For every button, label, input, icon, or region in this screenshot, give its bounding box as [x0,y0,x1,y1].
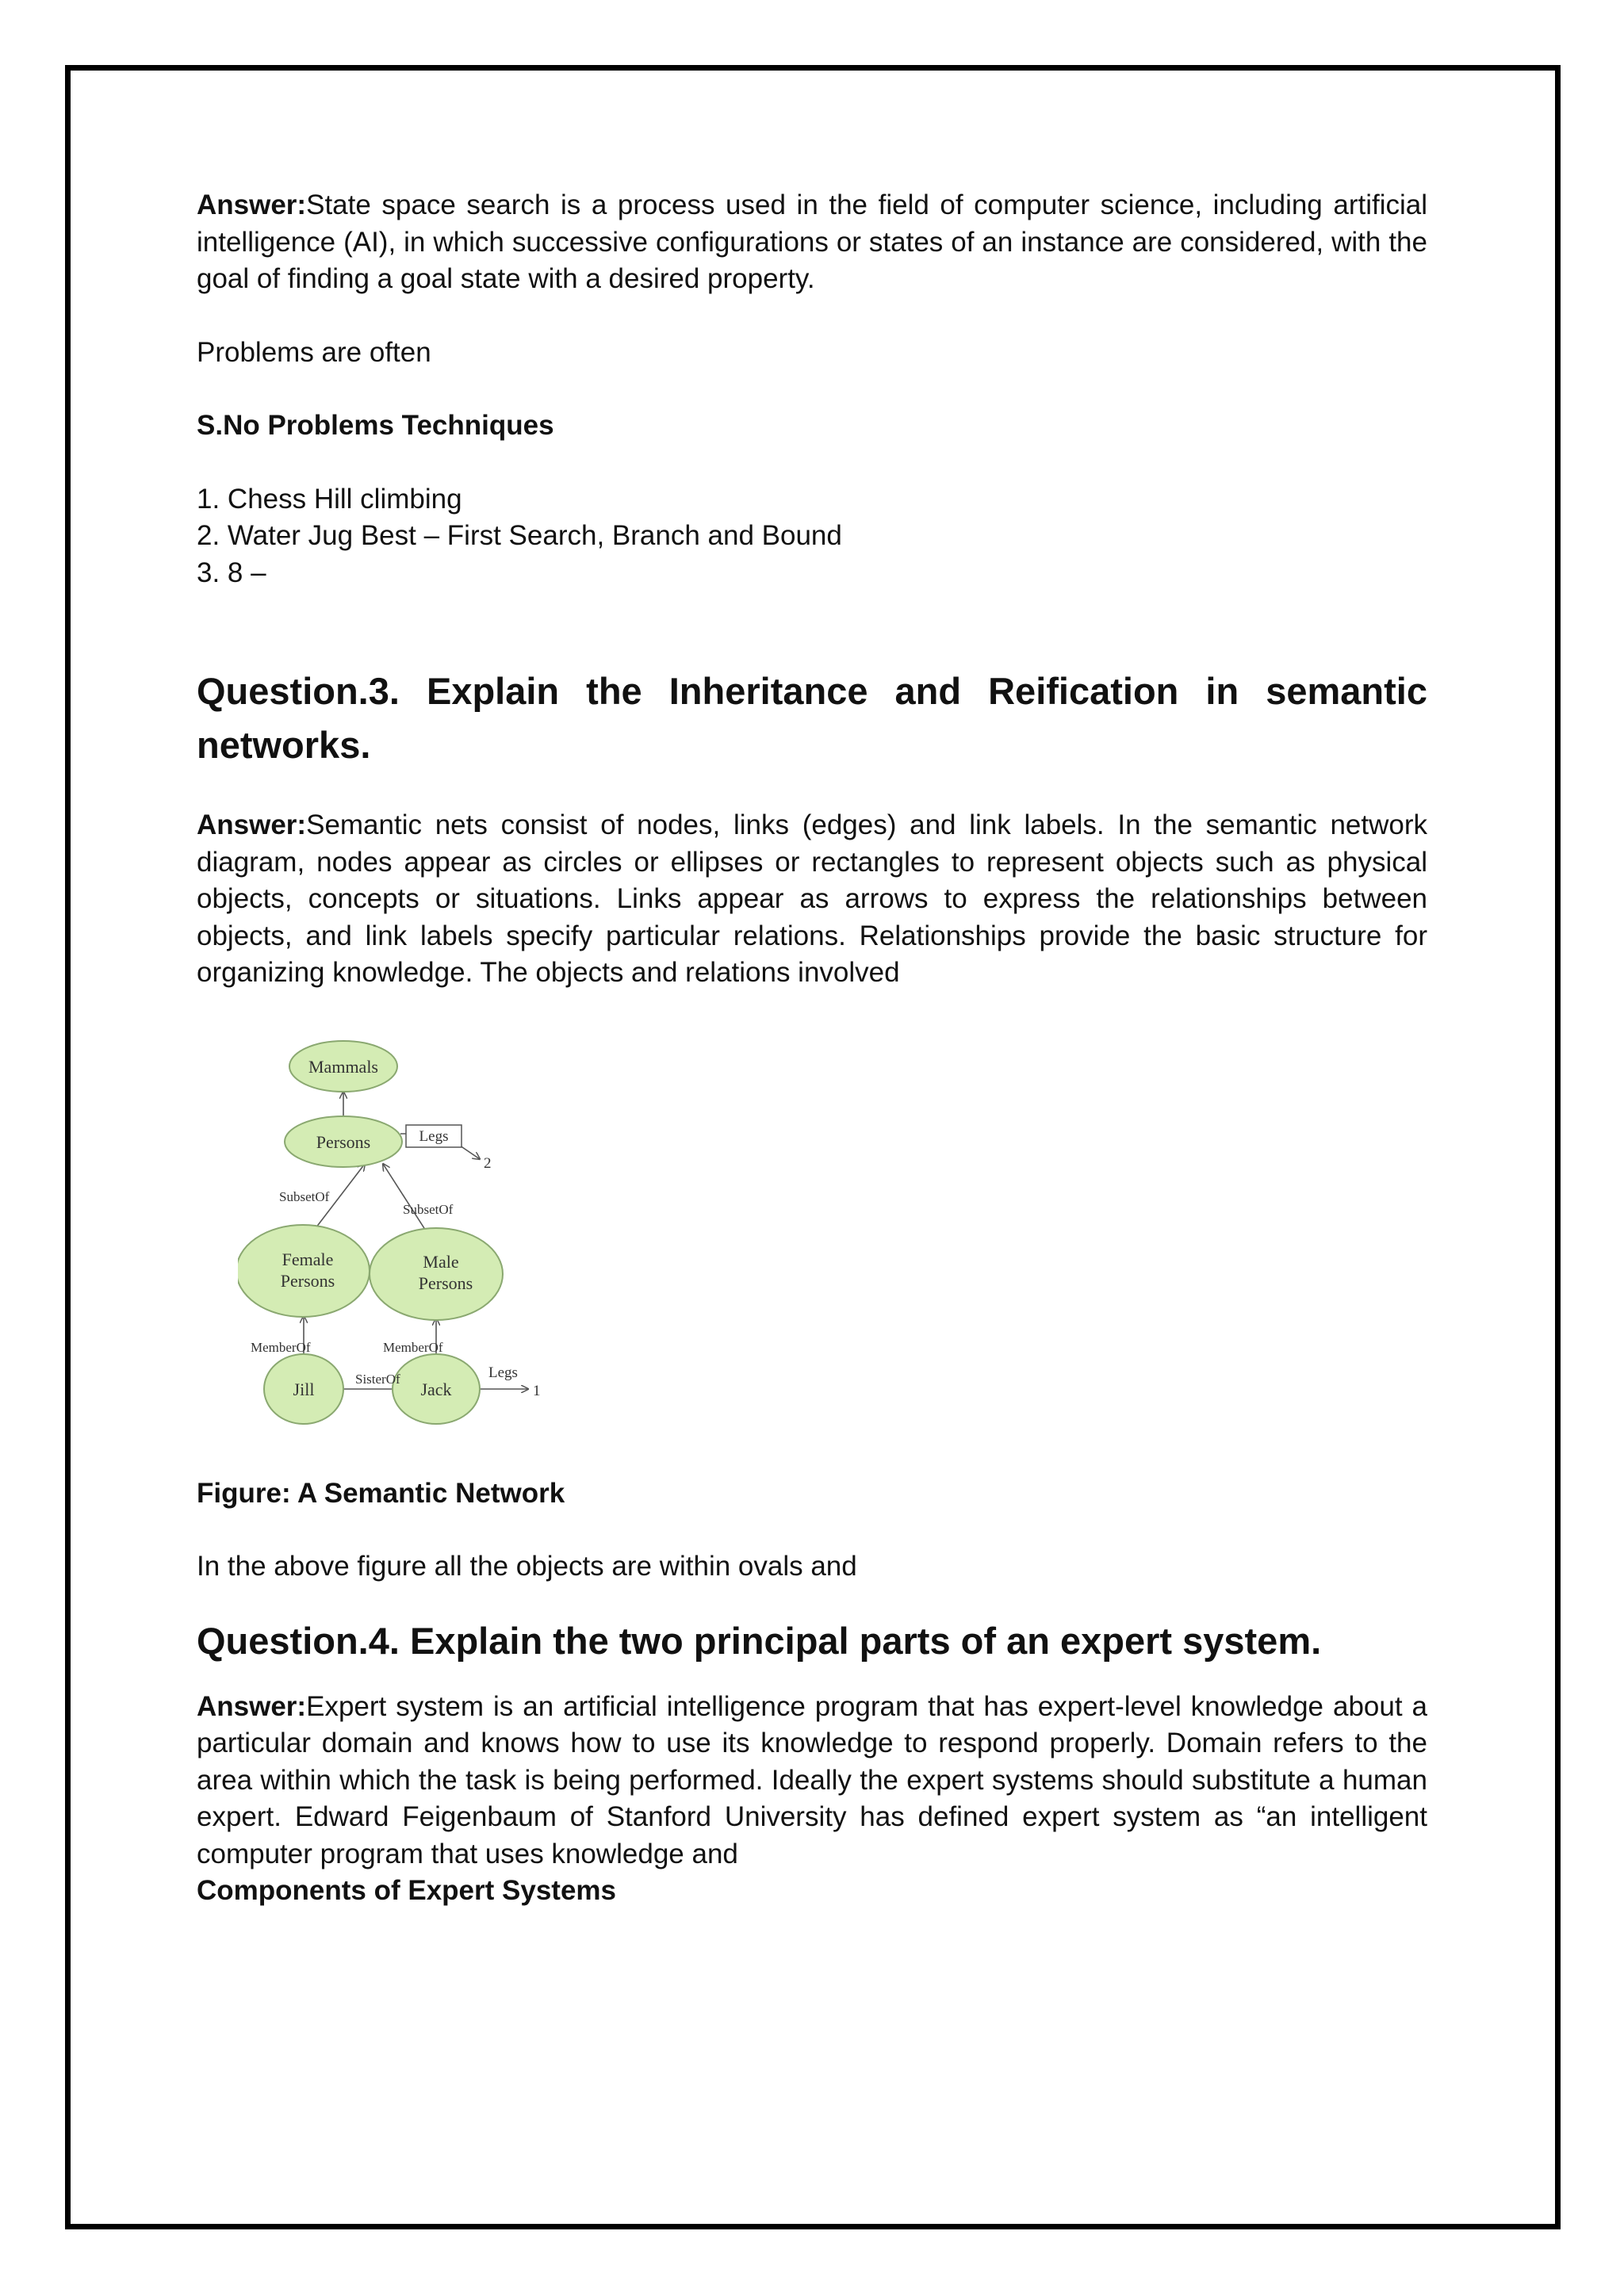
table-row: 3. 8 – [197,557,266,588]
node-label-jill: Jill [293,1379,315,1399]
q2-answer-paragraph [197,187,1427,298]
edge-label-member-right: MemberOf [383,1339,443,1355]
figure-caption: Figure: A Semantic Network [197,1477,565,1509]
q3-answer-paragraph [197,807,1427,992]
edge-label-sister: SisterOf [355,1371,400,1387]
problems-intro: Problems are often [197,336,431,368]
table-row: 1. Chess Hill climbing [197,483,462,515]
answer-text: Expert system is an artificial intelligence program that has expert-level knowledge about a particular domain and knows how to use its knowledge to respond properly. Domain refers to the area within which the task is being performed. Ideally the expert systems should substitute a human expert. Edward Feigenbaum of Stanford University has defined expert system as “an intelligent computer program that uses knowledge and [197,1690,1427,1869]
document-body [197,187,1427,1910]
edge-label-member-left: MemberOf [251,1339,311,1355]
table-header-text: S.No Problems Techniques [197,410,554,441]
node-label-male-2: Persons [418,1272,473,1293]
q4-answer-paragraph [197,1689,1427,1873]
components-heading-text: Components of Expert Systems [197,1875,616,1906]
answer-text: Semantic nets consist of nodes, links (edges) and link labels. In the semantic network diagram, nodes appear as circles or ellipses or rectangles to represent objects such as physical objects, concepts or situations. Links appear as arrows to express the relationships between objects, and link labels specify particular relations. Relationships provide the basic structure for organizing knowledge. The objects and relations involved [197,809,1427,988]
node-label-male-1: Male [423,1251,459,1272]
figure-note: In the above figure all the objects are within ovals and [197,1551,857,1582]
components-heading [197,1873,1427,1910]
semantic-network-diagram [238,1035,666,1447]
edge-label-subset-left: SubsetOf [279,1188,330,1204]
question-3-heading: Question.3. Explain the Inheritance and Reification in semantic networks. [197,670,1427,766]
edge-label-jack-legs: Legs [488,1364,518,1381]
question-4-heading: Question.4. Explain the two principal parts of an expert system. [197,1619,1322,1662]
edge-label-subset-right: SubsetOf [403,1201,454,1217]
answer-label: Answer: [197,809,307,840]
edge-label-jack-legs-value: 1 [533,1382,541,1399]
node-label-female-2: Persons [280,1270,335,1291]
edge-male-persons [383,1164,428,1234]
answer-label: Answer: [197,1690,307,1722]
answer-text: State space search is a process used in the field of computer science, including artificial intelligence (AI), in which successive configurations or states of an instance are considered, with the goal of finding a goal state with a desired property. [197,189,1427,294]
table-row: 2. Water Jug Best – First Search, Branch and Bound [197,520,842,551]
node-label-persons: Persons [316,1131,371,1152]
answer-label: Answer: [197,189,307,220]
node-label-mammals: Mammals [308,1056,378,1077]
semantic-network-figure [238,1035,666,1447]
legs-box-label: Legs [419,1127,449,1145]
node-label-female-1: Female [282,1249,334,1269]
node-label-jack: Jack [420,1379,452,1399]
legs-box-value: 2 [484,1154,492,1172]
table-header [197,408,1427,445]
